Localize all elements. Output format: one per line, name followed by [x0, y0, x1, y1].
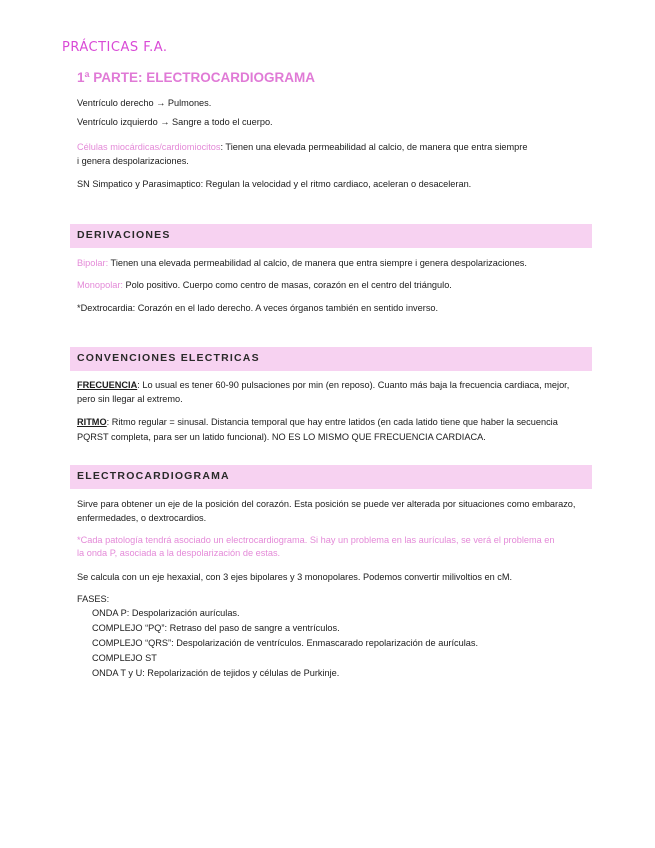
cells-paragraph-cont: i genera despolarizaciones.	[77, 156, 189, 166]
section-heading: ELECTROCARDIOGRAMA	[77, 470, 230, 482]
ecg-paragraph-1-cont: enfermedades, o dextrocardios.	[77, 513, 207, 523]
section-heading: CONVENCIONES ELECTRICAS	[77, 352, 260, 364]
intro-line-1: Ventrículo derecho → Pulmones.	[77, 98, 212, 108]
cells-text: : Tienen una elevada permeabilidad al calcio, de manera que entra siempre	[220, 142, 528, 152]
section-convenciones	[70, 347, 592, 371]
intro-line-2: Ventrículo izquierdo → Sangre a todo el cuerpo.	[77, 117, 273, 127]
cells-label: Células miocárdicas/cardiomiocitos	[77, 142, 221, 152]
ecg-paragraph-3: Se calcula con un eje hexaxial, con 3 ejes bipolares y 3 monopolares. Podemos convertir milivoltios en cM.	[77, 572, 513, 582]
fases-label: FASES:	[77, 594, 110, 604]
dextrocardia-paragraph: *Dextrocardia: Corazón en el lado derecho. A veces órganos también en sentido inverso.	[77, 303, 439, 313]
frecuencia-text: : Lo usual es tener 60-90 pulsaciones por min (en reposo). Cuanto más baja la frecuencia cardiaca, mejor,	[137, 380, 570, 390]
bipolar-label: Bipolar:	[77, 258, 109, 268]
fase-item: COMPLEJO “QRS”: Despolarización de ventrículos. Enmascarado repolarización de aurículas.	[92, 638, 479, 648]
ritmo-paragraph	[77, 415, 593, 430]
monopolar-paragraph	[77, 278, 593, 293]
ecg-paragraph-2: *Cada patología tendrá asociado un electrocardiograma. Si hay un problema en las aurículas, se verá el problema en	[77, 535, 555, 545]
ritmo-paragraph-cont: PQRST completa, para ser un latido funcional). NO ES LO MISMO QUE FRECUENCIA CARDIACA.	[77, 432, 486, 442]
frecuencia-paragraph	[77, 378, 593, 393]
monopolar-label: Monopolar:	[77, 280, 123, 290]
fase-item: COMPLEJO “PQ”: Retraso del paso de sangre a ventrículos.	[92, 623, 340, 633]
frecuencia-label: FRECUENCIA	[77, 380, 138, 390]
fase-item: ONDA P: Despolarización aurículas.	[92, 608, 240, 618]
monopolar-text: Polo positivo. Cuerpo como centro de masas, corazón en el centro del triángulo.	[122, 280, 452, 290]
ecg-paragraph-2-cont: la onda P, asociada a la despolarización de estas.	[77, 548, 281, 558]
section-electrocardiograma	[70, 465, 592, 489]
ritmo-text: : Ritmo regular = sinusal. Distancia temporal que hay entre latidos (en cada latido tiene que haber la secuencia	[106, 417, 558, 427]
fase-item: ONDA T y U: Repolarización de tejidos y células de Purkinje.	[92, 668, 340, 678]
bipolar-text: Tienen una elevada permeabilidad al calcio, de manera que entra siempre i genera despolarizaciones.	[108, 258, 527, 268]
ecg-paragraph-1: Sirve para obtener un eje de la posición del corazón. Esta posición se puede ver alterada por situaciones como embarazo,	[77, 499, 576, 509]
bipolar-paragraph	[77, 256, 593, 271]
ritmo-label: RITMO	[77, 417, 107, 427]
part-title: 1ª PARTE: ELECTROCARDIOGRAMA	[77, 70, 315, 85]
sn-paragraph: SN Simpatico y Parasimaptico: Regulan la velocidad y el ritmo cardiaco, aceleran o desaceleran.	[77, 179, 472, 189]
frecuencia-paragraph-cont: pero sin llegar al extremo.	[77, 394, 183, 404]
cells-paragraph	[77, 140, 593, 155]
section-derivaciones	[70, 224, 592, 248]
document-title: PRÁCTICAS F.A.	[62, 40, 168, 55]
fase-item: COMPLEJO ST	[92, 653, 157, 663]
section-heading: DERIVACIONES	[77, 229, 171, 241]
